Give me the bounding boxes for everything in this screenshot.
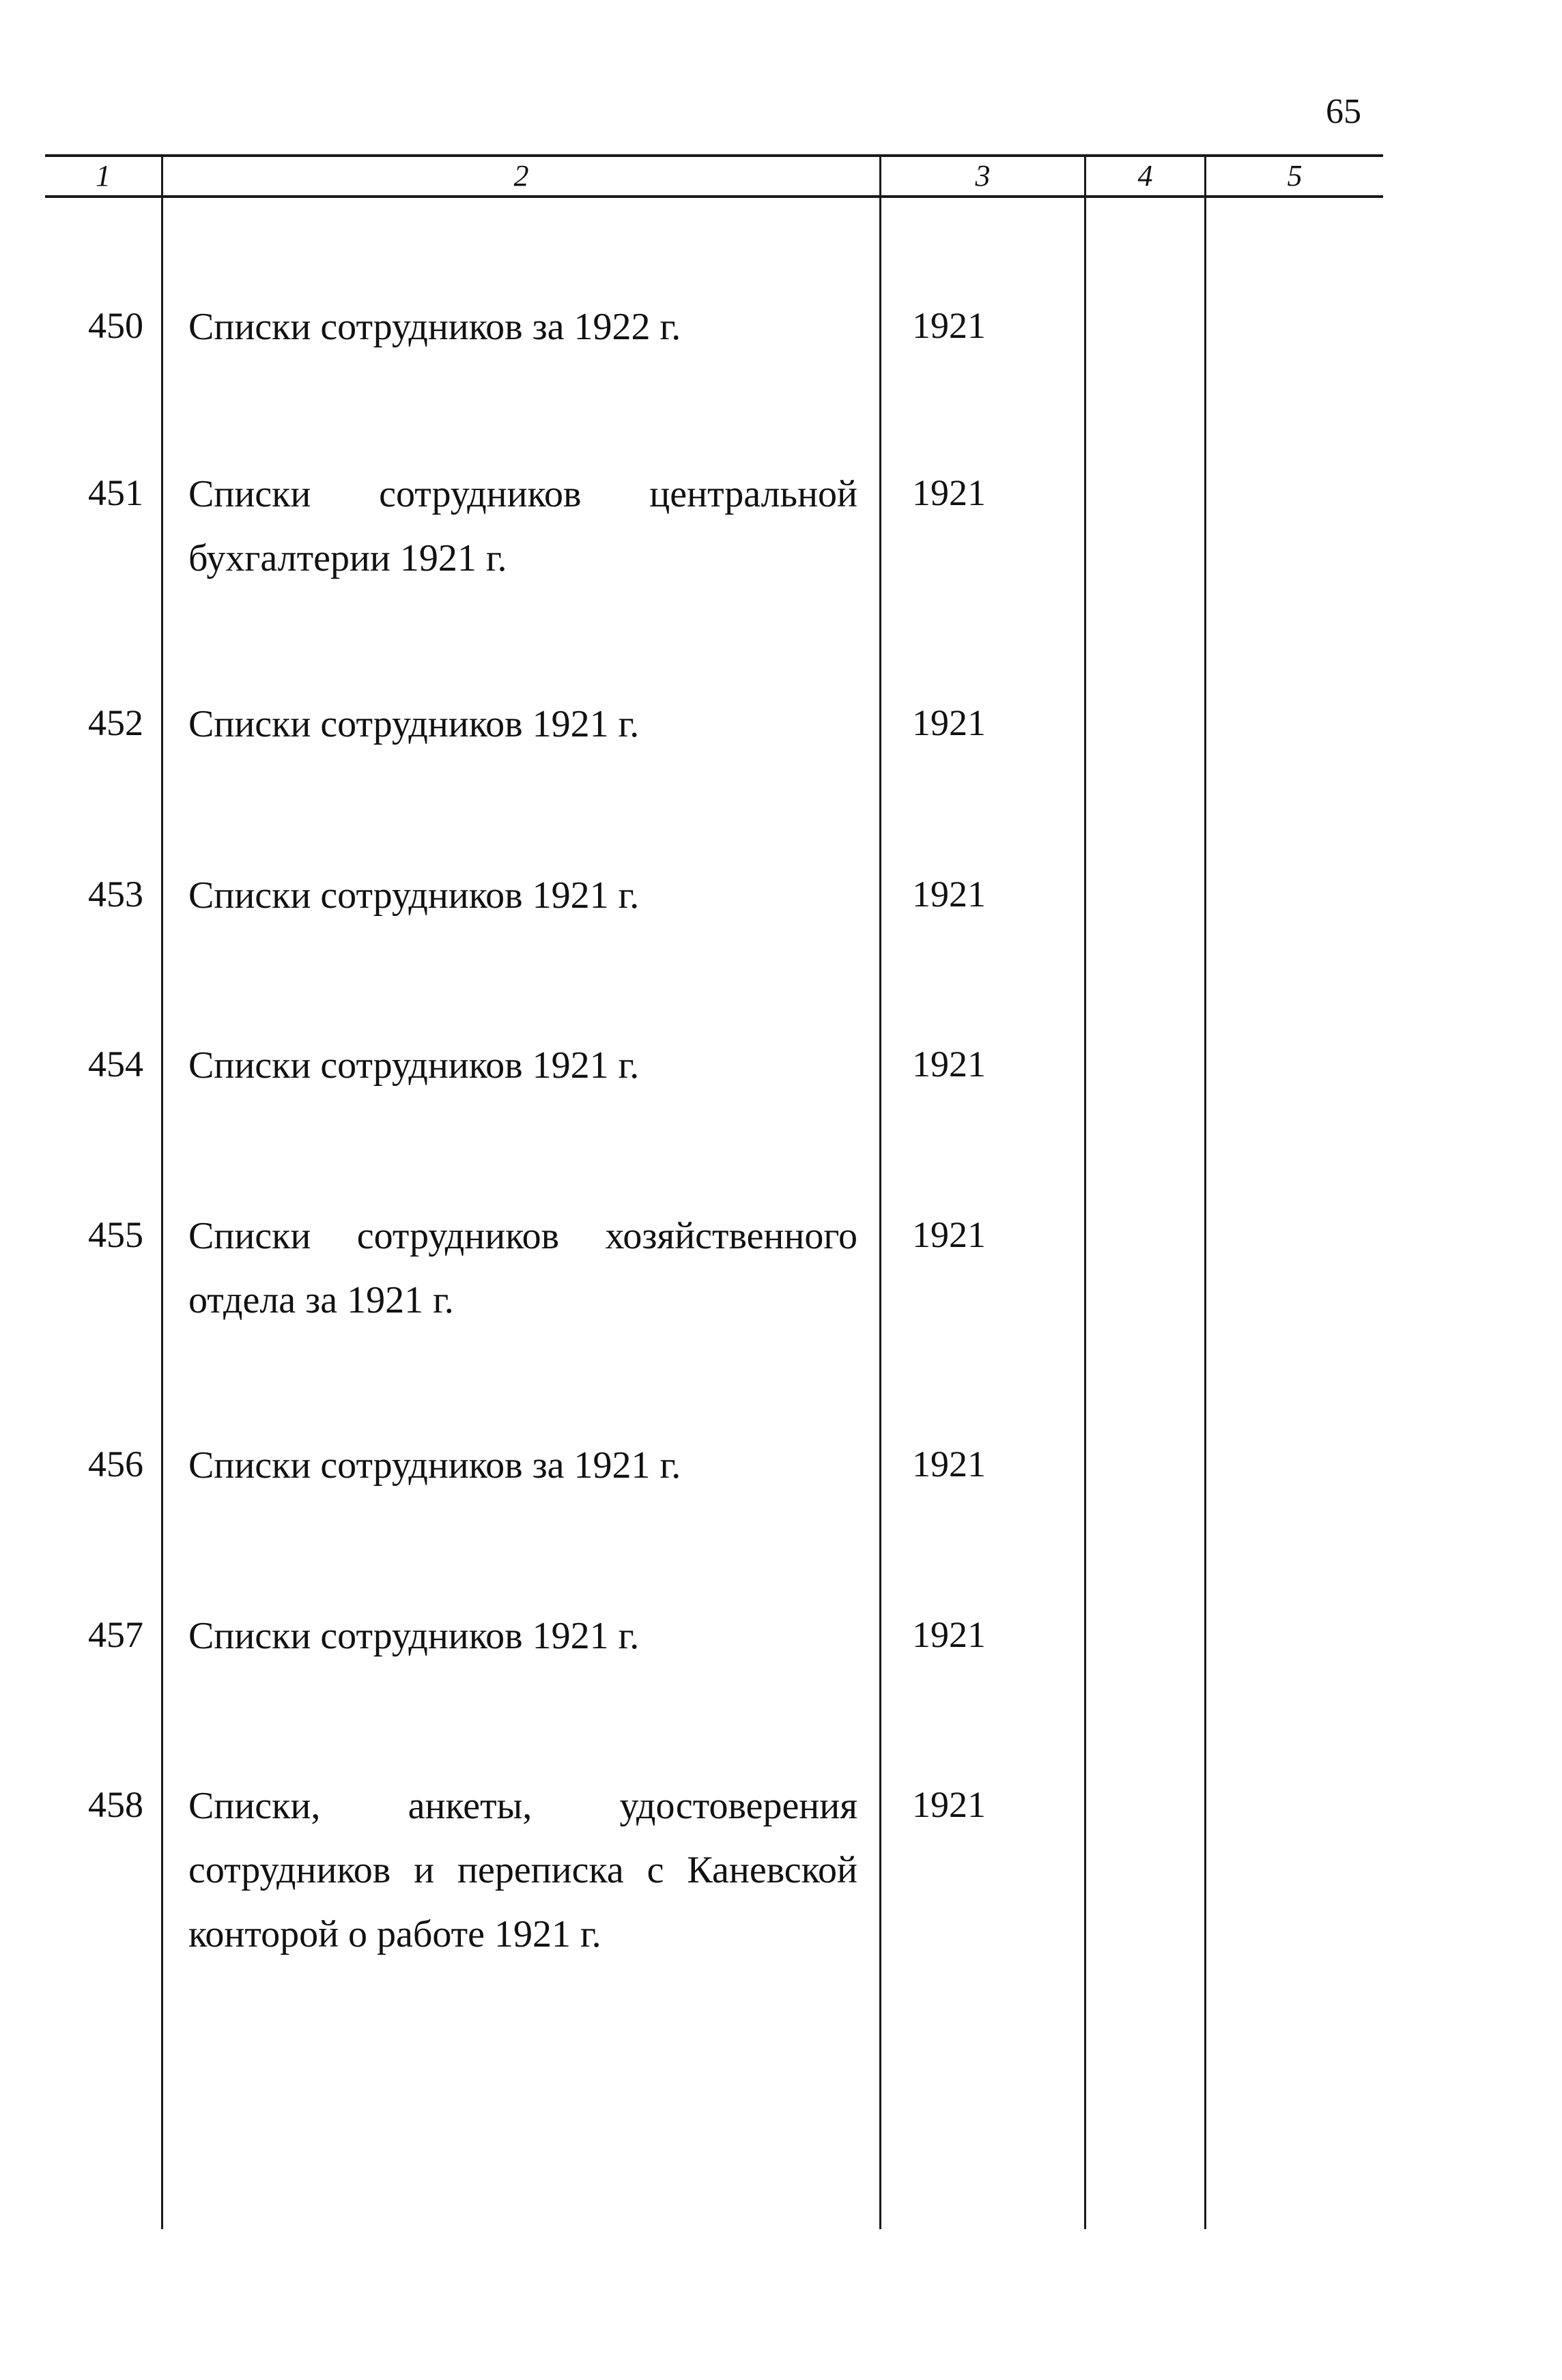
- row-title: Списки сотрудников за 1921 г.: [188, 1444, 681, 1487]
- row-number: 455: [88, 1214, 143, 1255]
- row-title: Списки сотрудников за 1922 г.: [188, 306, 681, 348]
- column-header-5: 5: [1287, 159, 1303, 192]
- column-divider-3: [1084, 154, 1086, 2229]
- row-title: Списки сотрудников 1921 г.: [188, 1044, 640, 1087]
- row-date: 1921: [912, 1214, 986, 1255]
- column-header-3: 3: [975, 159, 991, 192]
- row-number: 457: [88, 1614, 143, 1655]
- row-number: 458: [88, 1784, 143, 1825]
- row-title: Списки сотрудников 1921 г.: [188, 874, 640, 917]
- row-date: 1921: [912, 1044, 986, 1085]
- row-title: Списки, анкеты, удостоверения сотрудников и переписка с Каневской конторой о работе 1921 г.: [188, 1785, 857, 1955]
- column-divider-4: [1204, 154, 1206, 2229]
- row-date: 1921: [912, 1444, 986, 1485]
- row-number: 453: [88, 874, 143, 915]
- row-date: 1921: [912, 874, 986, 915]
- row-date: 1921: [912, 305, 986, 346]
- row-date: 1921: [912, 702, 986, 743]
- row-number: 452: [88, 702, 143, 743]
- page-number: 65: [1326, 92, 1361, 131]
- row-number: 454: [88, 1044, 143, 1085]
- row-date: 1921: [912, 472, 986, 513]
- row-number: 451: [88, 472, 143, 513]
- column-header-2: 2: [513, 159, 529, 192]
- column-divider-1: [161, 154, 163, 2229]
- row-number: 456: [88, 1444, 143, 1485]
- row-title: Списки сотрудников 1921 г.: [188, 703, 640, 745]
- row-title: Списки сотрудников хозяйственного отдела за 1921 г.: [188, 1215, 857, 1321]
- table-header-bottom-rule: [45, 195, 1383, 198]
- column-divider-2: [879, 154, 881, 2229]
- row-date: 1921: [912, 1614, 986, 1655]
- row-date: 1921: [912, 1784, 986, 1825]
- column-header-1: 1: [96, 159, 111, 192]
- row-title: Списки сотрудников центральной бухгалтерии 1921 г.: [188, 473, 857, 579]
- column-header-4: 4: [1137, 159, 1153, 192]
- table-header-top-rule: [45, 154, 1383, 157]
- row-number: 450: [88, 305, 143, 346]
- row-title: Списки сотрудников 1921 г.: [188, 1615, 640, 1657]
